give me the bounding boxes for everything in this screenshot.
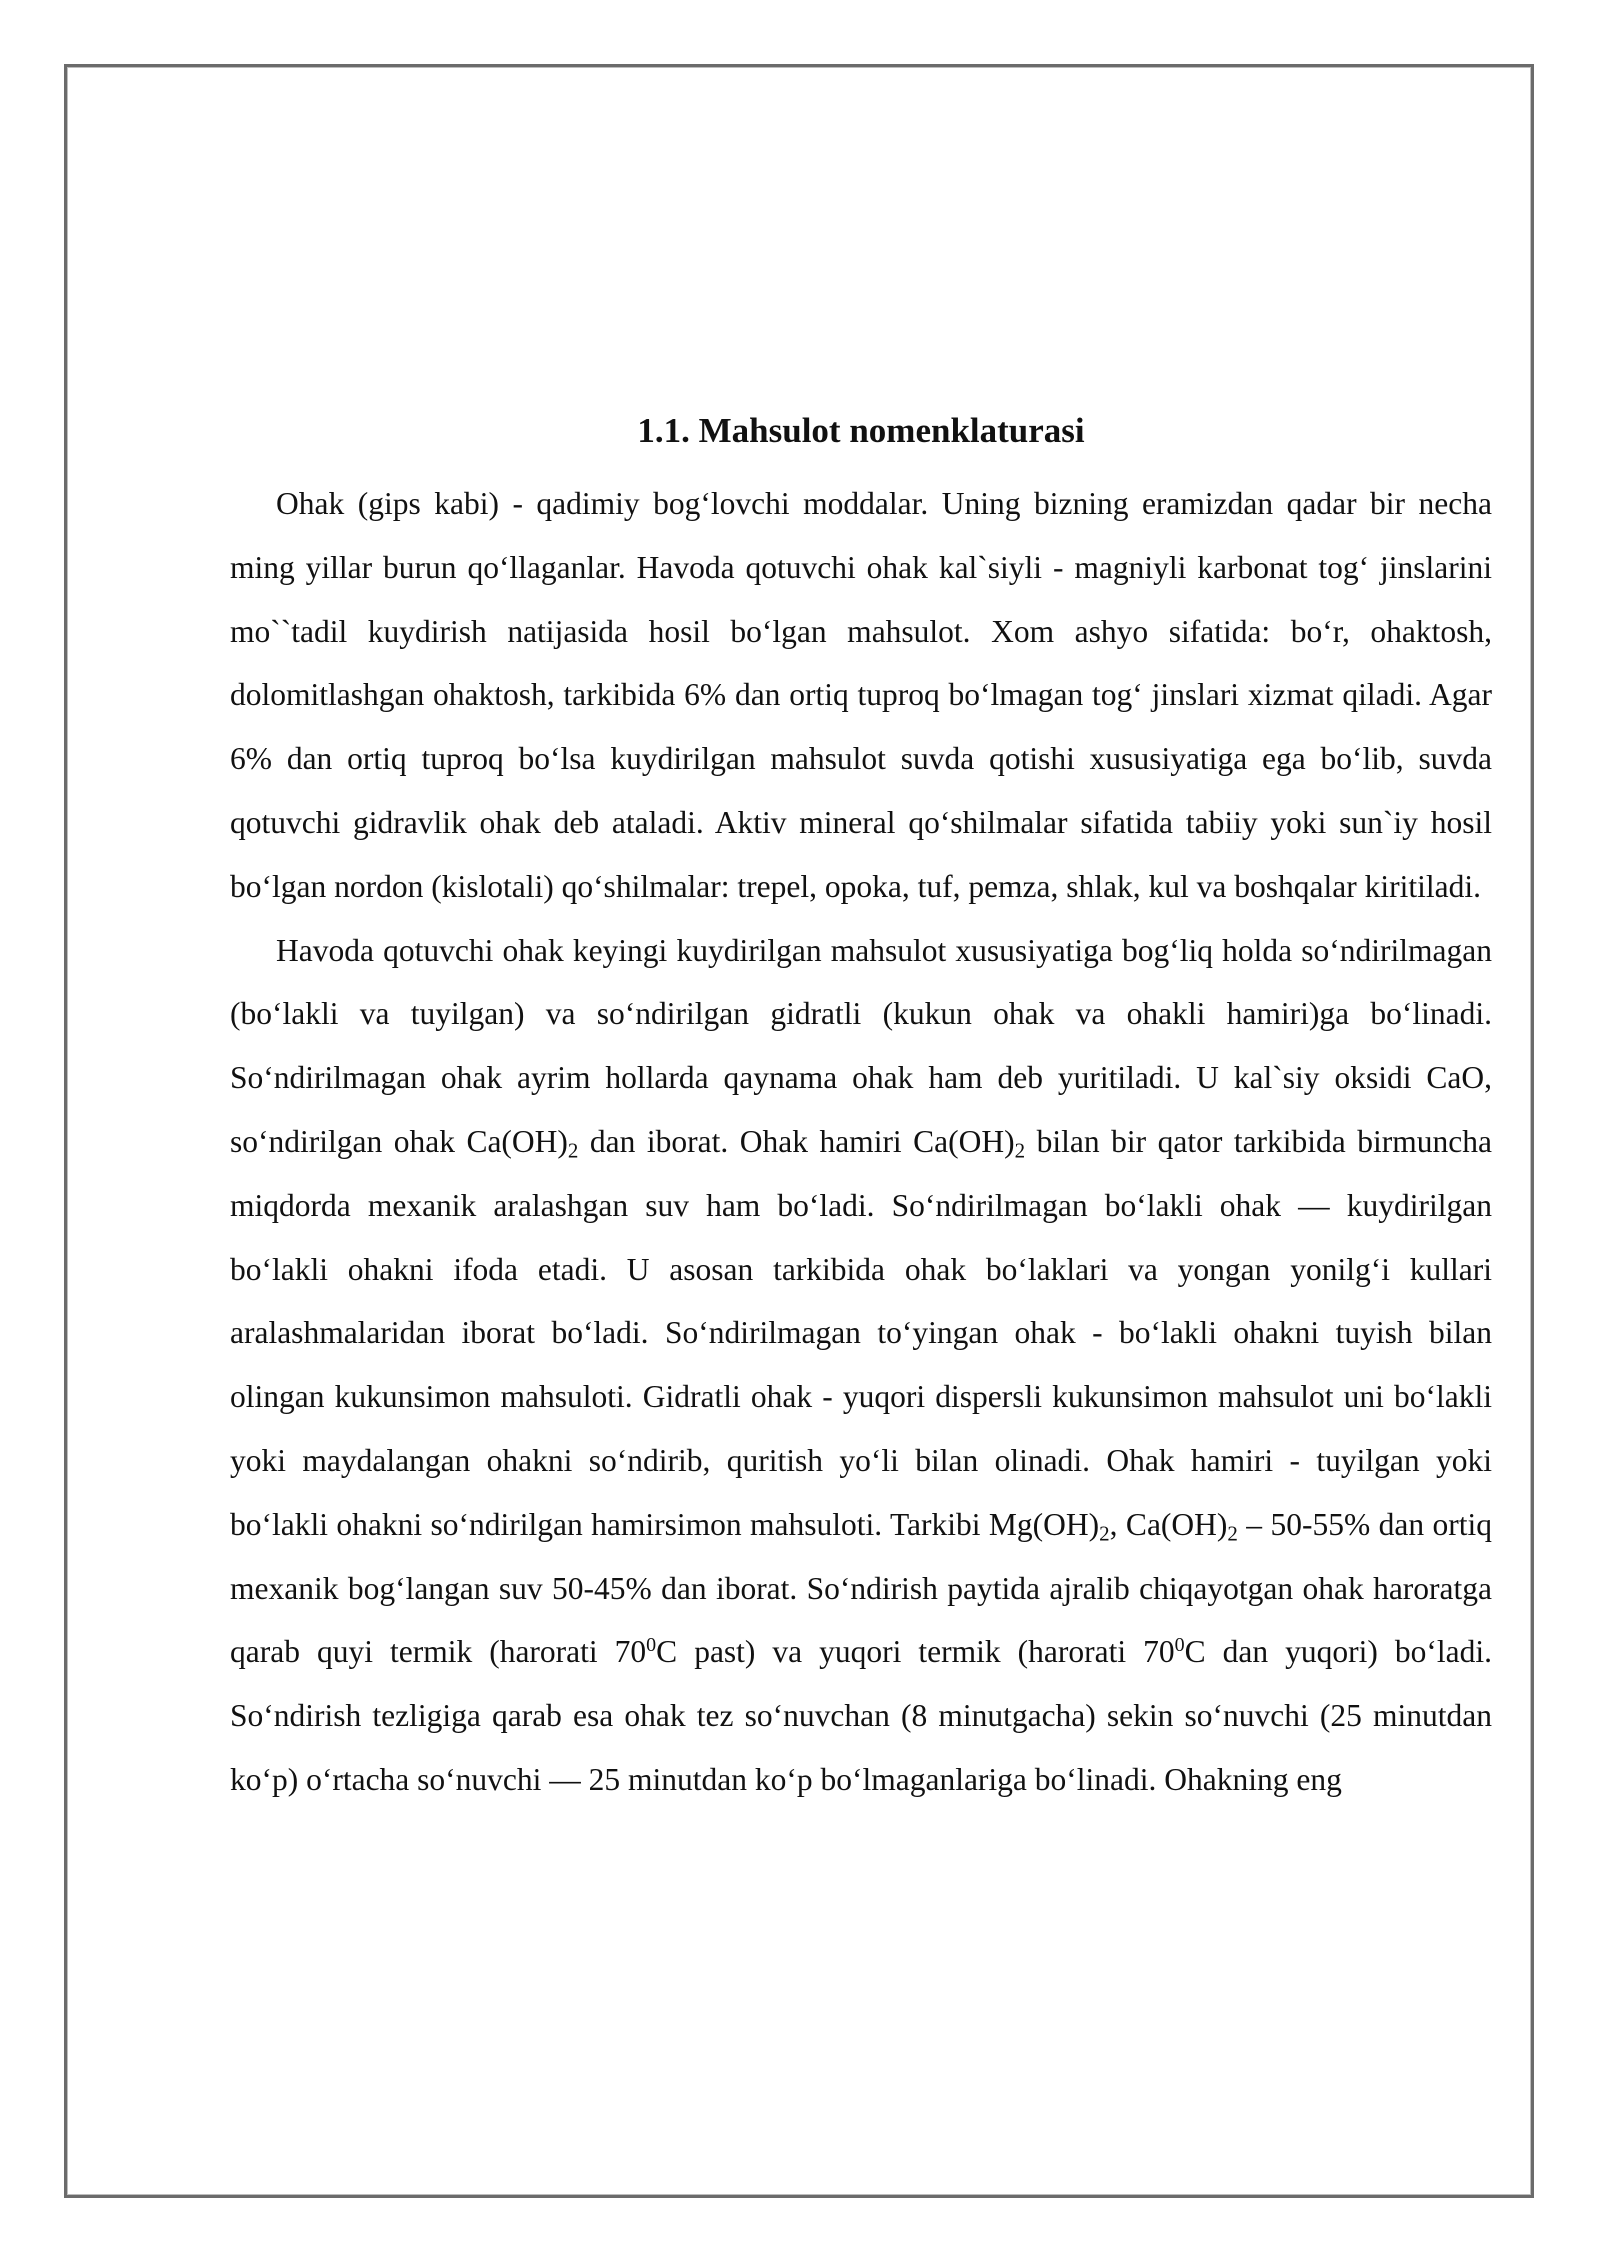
paragraph-1: Ohak (gips kabi) - qadimiy bog‘lovchi moddalar. Uning bizning eramizdan qadar bir necha ming yillar burun qo‘llaganlar. Havoda qotuvchi ohak kal`siyli - magniyli karbonat tog‘ jinslarini mo``tadil kuydirish natijasida hosil bo‘lgan mahsulot. Xom ashyo sifatida: bo‘r, ohaktosh, dolomitlashgan ohaktosh, tarkibida 6% dan ortiq tuproq bo‘lmagan tog‘ jinslari xizmat qiladi. Agar 6% dan ortiq tuproq bo‘lsa kuydirilgan mahsulot suvda qotishi xususiyatiga ega bo‘lib, suvda qotuvchi gidravlik ohak deb ataladi. Aktiv mineral qo‘shilmalar sifatida tabiiy yoki sun`iy hosil bo‘lgan nordon (kislotali) qo‘shilmalar: trepel, opoka, tuf, pemza, shlak, kul va boshqalar kiritiladi. (230, 486, 1492, 904)
section-heading: 1.1. Mahsulot nomenklaturasi (637, 411, 1085, 450)
paragraph-2-text-f: C past) va yuqori termik (harorati 70 (656, 1634, 1175, 1670)
paragraph-2-text-a: Havoda qotuvchi ohak keyingi kuydirilgan mahsulot xususiyatiga bog‘liq holda so‘ndirilmagan (bo‘lakli va tuyilgan) va so‘ndirilgan gidratli (kukun ohak va ohakli hamiri)ga bo‘linadi. So‘ndirilmagan ohak ayrim hollarda qaynama ohak ham deb yuritiladi. U kal`siy oksidi CaO, so‘ndirilgan ohak Ca(OH) (230, 932, 1492, 1159)
paragraph-2-text-e: – 50-55% dan ortiq mexanik bog‘langan suv 50-45% dan iborat. So‘ndirish paytida ajralib chiqayotgan ohak haroratga qarab quyi termik (harorati 70 (230, 1506, 1492, 1670)
subscript-2: 2 (1099, 1521, 1110, 1545)
subscript-2: 2 (1014, 1138, 1026, 1163)
superscript-degree: 0 (1174, 1634, 1185, 1657)
document-body (230, 400, 1492, 1812)
paragraph-2-text-g: C dan yuqori) bo‘ladi. So‘ndirish tezligiga qarab esa ohak tez so‘nuvchan (8 minutgacha) sekin so‘nuvchi (25 minutdan ko‘p) o‘rtacha so‘nuvchi — 25 minutdan ko‘p bo‘lmaganlariga bo‘linadi. Ohakning eng (230, 1634, 1492, 1797)
paragraph-2-text-b: dan iborat. Ohak hamiri Ca(OH) (578, 1123, 1015, 1159)
paragraph-2-text-c: bilan bir qator tarkibida birmuncha miqdorda mexanik aralashgan suv ham bo‘ladi. So‘ndirilmagan bo‘lakli ohak — kuydirilgan bo‘lakli ohakni ifoda etadi. U asosan tarkibida ohak bo‘laklari va yongan yonilg‘i kullari aralashmalaridan iborat bo‘ladi. So‘ndirilmagan to‘yingan ohak - bo‘lakli ohakni tuyish bilan olingan kukunsimon mahsuloti. Gidratli ohak - yuqori dispersli kukunsimon mahsulot uni bo‘lakli yoki maydalangan ohakni so‘ndirib, quritish yo‘li bilan olinadi. Ohak hamiri - tuyilgan yoki bo‘lakli ohakni so‘ndirilgan hamirsimon mahsuloti. Tarkibi Mg(OH) (230, 1123, 1492, 1542)
subscript-2: 2 (1227, 1521, 1238, 1545)
superscript-degree: 0 (646, 1634, 657, 1657)
subscript-2: 2 (567, 1138, 579, 1163)
paragraph-2 (230, 919, 1492, 1812)
paragraph-2-text-d: , Ca(OH) (1109, 1506, 1228, 1542)
